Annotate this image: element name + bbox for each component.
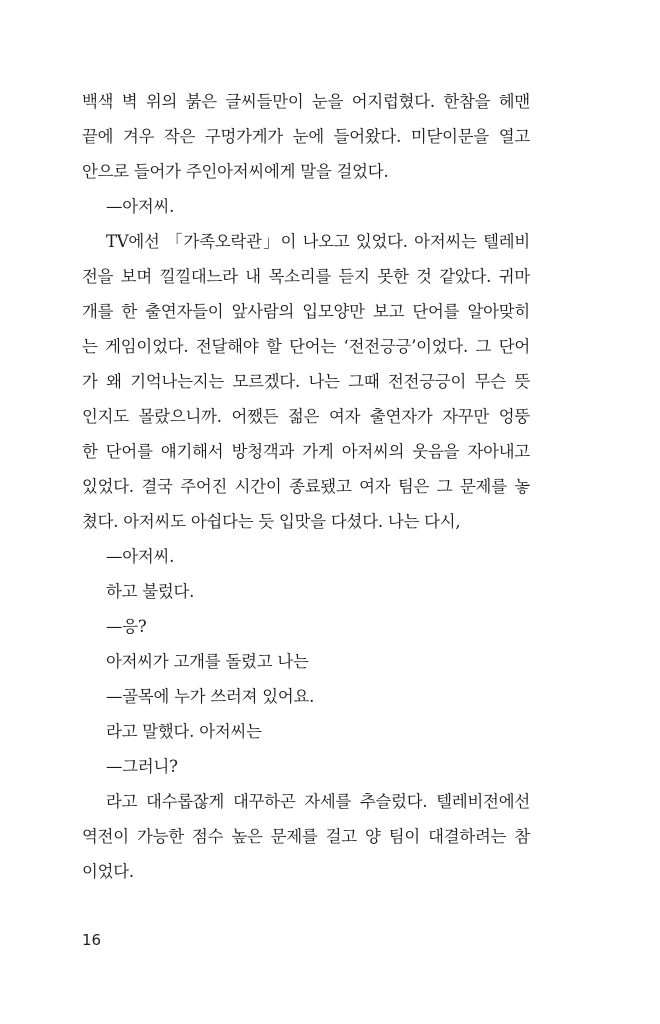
text-line: 이었다. bbox=[82, 862, 134, 881]
text-line: 아저씨가 고개를 돌렸고 나는 bbox=[106, 652, 309, 671]
text-line: 인지도 몰랐으니까. 어쨌든 젊은 여자 출연자가 자꾸만 엉뚱 bbox=[82, 407, 530, 426]
text-line: 한 단어를 얘기해서 방청객과 가게 아저씨의 웃음을 자아내고 bbox=[82, 442, 530, 461]
text-line: 개를 한 출연자들이 앞사람의 입모양만 보고 단어를 알아맞히 bbox=[82, 302, 530, 321]
text-line: —아저씨. bbox=[106, 197, 175, 216]
text-line: 역전이 가능한 점수 높은 문제를 걸고 양 팀이 대결하려는 참 bbox=[82, 827, 530, 846]
text-line: 있었다. 결국 주어진 시간이 종료됐고 여자 팀은 그 문제를 놓 bbox=[82, 477, 530, 496]
text-line: 끝에 겨우 작은 구멍가게가 눈에 들어왔다. 미닫이문을 열고 bbox=[82, 127, 530, 146]
text-line: TV에선 「가족오락관」이 나오고 있었다. 아저씨는 텔레비 bbox=[106, 232, 530, 251]
text-line: 전을 보며 낄낄대느라 내 목소리를 듣지 못한 것 같았다. 귀마 bbox=[82, 267, 530, 286]
text-line: 가 왜 기억나는지는 모르겠다. 나는 그때 전전긍긍이 무슨 뜻 bbox=[82, 372, 530, 391]
text-line: 쳤다. 아저씨도 아쉽다는 듯 입맛을 다셨다. 나는 다시, bbox=[82, 512, 461, 531]
text-line: 하고 불렀다. bbox=[106, 582, 195, 601]
text-line: —골목에 누가 쓰러져 있어요. bbox=[106, 687, 315, 706]
text-line: 는 게임이었다. 전달해야 할 단어는 ‘전전긍긍’이었다. 그 단어 bbox=[82, 337, 530, 356]
text-line: 라고 대수롭잖게 대꾸하곤 자세를 추슬렀다. 텔레비전에선 bbox=[106, 792, 530, 811]
text-line: 라고 말했다. 아저씨는 bbox=[106, 722, 262, 741]
text-line: —아저씨. bbox=[106, 547, 175, 566]
text-line: —그러니? bbox=[106, 757, 178, 776]
page-number: 16 bbox=[82, 931, 102, 949]
text-line: —응? bbox=[106, 617, 147, 636]
text-line: 안으로 들어가 주인아저씨에게 말을 걸었다. bbox=[82, 162, 389, 181]
text-line: 백색 벽 위의 붉은 글씨들만이 눈을 어지럽혔다. 한참을 헤맨 bbox=[82, 92, 530, 111]
body-text bbox=[82, 84, 530, 889]
